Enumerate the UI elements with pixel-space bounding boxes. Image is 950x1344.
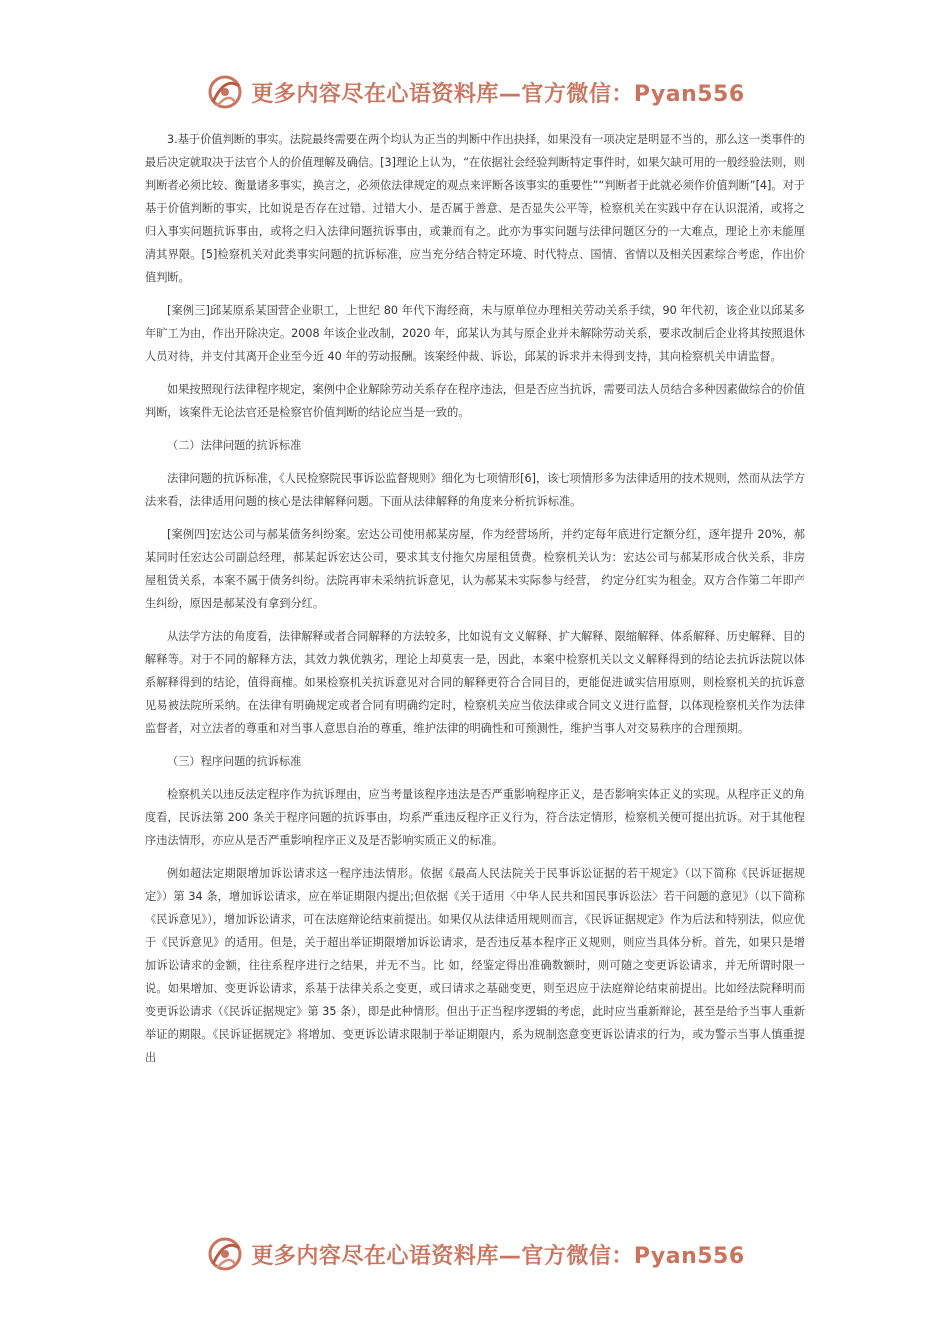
section-heading: （二）法律问题的抗诉标准 [167,439,302,452]
banner-text: 更多内容尽在心语资料库—官方微信：Pyan556 [251,1243,745,1269]
paragraph: 法律问题的抗诉标准，《人民检察院民事诉讼监督规则》细化为七项情形[6]，该七项情形多为法律适用的技术规则，然而从法学方法来看，法律适用问题的核心是法律解释问题。下面从法律解释的角度来分析抗诉标准。 [145,472,805,508]
paragraph: [案例三]邱某原系某国营企业职工，上世纪 80 年代下海经商，未与原单位办理相关劳动关系手续，90 年代初，该企业以邱某多年旷工为由，作出开除决定。2008 年该企业改制，2020 年，邱某认为其与原企业并未解除劳动关系，要求改制后企业将其按照退休人员对待，并支付其离开企业至今近 40 年的劳动报酬。该案经仲裁、诉讼，邱某的诉求并未得到支持，其向检察机关申请监督。 [145,304,805,363]
paragraph: 从法学方法的角度看，法律解释或者合同解释的方法较多，比如说有文义解释、扩大解释、限缩解释、体系解释、历史解释、目的解释等。对于不同的解释方法，其效力孰优孰劣，理论上却莫衷一是，因此，本案中检察机关以文义解释得到的结论去抗诉法院以体系解释得到的结论，值得商榷。如果检察机关抗诉意见对合同的解释更符合合同目的，更能促进诚实信用原则，则检察机关的抗诉意见易被法院所采纳。在法律有明确规定或者合同有明确约定时，检察机关应当依法律或合同文义进行监督，以体现检察机关作为法律监督者，对立法者的尊重和对当事人意思自治的尊重，维护法律的明确性和可预测性，维护当事人对交易秩序的合理预期。 [145,630,805,735]
section-heading: （三）程序问题的抗诉标准 [167,755,302,768]
footer-banner [0,1232,950,1276]
swirl-logo-icon [205,72,245,112]
paragraph: [案例四]宏达公司与郝某债务纠纷案。宏达公司使用郝某房屋，作为经营场所，并约定每年底进行定额分红，逐年提升 20%，郝某同时任宏达公司副总经理，郝某起诉宏达公司，要求其支付拖欠房屋租赁费。检察机关认为：宏达公司与郝某形成合伙关系，非房屋租赁关系，本案不属于债务纠纷。法院再审未采纳抗诉意见，认为郝某未实际参与经营， 约定分红实为租金。双方合作第二年即产生纠纷，原因是郝某没有拿到分红。 [145,528,805,610]
document-body [145,128,805,1079]
paragraph: 3.基于价值判断的事实。法院最终需要在两个均认为正当的判断中作出抉择，如果没有一项决定是明显不当的，那么这一类事件的最后决定就取决于法官个人的价值理解及确信。[3]理论上认为，“在依据社会经验判断特定事件时，如果欠缺可用的一般经验法则，则判断者必须比较、衡量诸多事实，换言之，必须依法律规定的观点来评断各该事实的重要性”“判断者于此就必须作价值判断”[4]。对于基于价值判断的事实，比如说是否存在过错、过错大小、是否属于善意、是否显失公平等，检察机关在实践中存在认识混淆，或将之归入事实问题抗诉事由，或将之归入法律问题抗诉事由，或兼而有之。此亦为事实问题与法律问题区分的一大难点，理论上亦未能厘清其界限。[5]检察机关对此类事实问题的抗诉标准，应当充分结合特定环境、时代特点、国情、省情以及相关因素综合考虑，作出价值判断。 [145,133,805,284]
paragraph: 检察机关以违反法定程序作为抗诉理由，应当考量该程序违法是否严重影响程序正义，是否影响实体正义的实现。从程序正义的角度看，民诉法第 200 条关于程序问题的抗诉事由，均系严重违反程序正义行为，符合法定情形，检察机关便可提出抗诉。对于其他程序违法情形，亦应从是否严重影响程序正义及是否影响实质正义的标准。 [145,788,805,847]
paragraph: 例如超法定期限增加诉讼请求这一程序违法情形。依据《最高人民法院关于民事诉讼证据的若干规定》（以下简称《民诉证据规定》）第 34 条，增加诉讼请求，应在举证期限内提出;但依据《关于适用〈中华人民共和国民事诉讼法〉若干问题的意见》（以下简称《民诉意见》），增加诉讼请求，可在法庭辩论结束前提出。如果仅从法律适用规则而言，《民诉证据规定》作为后法和特别法，似应优于《民诉意见》的适用。但是，关于超出举证期限增加诉讼请求，是否违反基本程序正义规则，则应当具体分析。首先，如果只是增加诉讼请求的金额，往往系程序进行之结果，并无不当。比 如，经鉴定得出准确数额时，则可随之变更诉讼请求，并无所谓时限一说。如果增加、变更诉讼请求，系基于法律关系之变更，或曰请求之基础变更，则至迟应于法庭辩论结束前提出。比如经法院释明而变更诉讼请求（《民诉证据规定》第 35 条），即是此种情形。但出于正当程序逻辑的考虑，此时应当重新辩论，甚至是给予当事人重新举证的期限。《民诉证据规定》将增加、变更诉讼请求限制于举证期限内，系为规制恣意变更诉讼请求的行为，或为警示当事人慎重提出 [145,867,805,1064]
banner-text: 更多内容尽在心语资料库—官方微信：Pyan556 [251,81,745,107]
swirl-logo-icon [205,1234,245,1274]
paragraph: 如果按照现行法律程序规定，案例中企业解除劳动关系存在程序违法，但是否应当抗诉，需要司法人员结合多种因素做综合的价值判断，该案件无论法官还是检察官价值判断的结论应当是一致的。 [145,383,805,419]
header-banner [0,70,950,114]
